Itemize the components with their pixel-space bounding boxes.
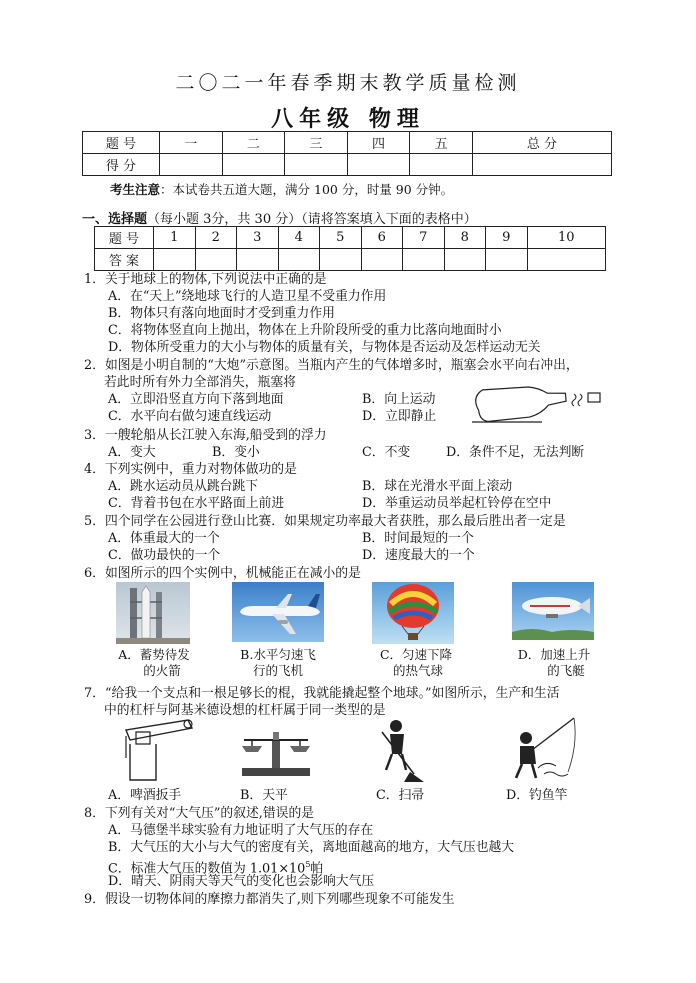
exam-title: 二〇二一年春季期末教学质量检测 xyxy=(175,72,521,94)
rocket-photo xyxy=(116,582,190,644)
answer-input-cell[interactable] xyxy=(361,249,403,271)
answer-cell: 3 xyxy=(237,227,279,249)
answer-table xyxy=(94,226,606,271)
score-input-cell[interactable] xyxy=(472,154,611,176)
score-input-cell[interactable] xyxy=(285,154,348,176)
answer-input-cell[interactable] xyxy=(237,249,279,271)
answer-cell: 题 号 xyxy=(95,227,154,249)
q6-caption-c-line1: C．匀速下降 xyxy=(379,647,453,662)
section1-detail: （每小题 3分，共 30 分）（请将答案填入下面的表格中） xyxy=(147,212,477,227)
q3-stem: 3．一艘轮船从长江驶入东海,船受到的浮力 xyxy=(84,428,327,443)
q6-stem: 6．如图所示的四个实例中，机械能正在减小的是 xyxy=(84,566,361,581)
exam-notice xyxy=(110,180,453,198)
answer-cell: 7 xyxy=(403,227,445,249)
score-cell: 总 分 xyxy=(472,132,611,154)
bottle-opener-figure xyxy=(116,718,196,782)
section1-heading xyxy=(82,208,477,227)
q4-stem: 4．下列实例中，重力对物体做功的是 xyxy=(84,462,297,477)
score-cell: 五 xyxy=(410,132,473,154)
answer-input-cell[interactable] xyxy=(278,249,320,271)
q2-option-d: D．立即静止 xyxy=(362,409,437,424)
q8-option-a: A．马德堡半球实验有力地证明了大气压的存在 xyxy=(108,823,374,838)
q6-caption-d-line2: 的飞艇 xyxy=(547,663,585,678)
q6-caption-a-line1: A．蓄势待发 xyxy=(118,647,190,662)
q6-caption-d-line1: D．加速上升 xyxy=(517,647,591,662)
bottle-cannon-figure xyxy=(470,376,610,426)
q3-option-c: C．不变 xyxy=(362,445,411,460)
q1-option-b: B．物体只有落向地面时才受到重力作用 xyxy=(108,306,335,321)
q3-option-b: B．变小 xyxy=(212,445,260,460)
answer-input-cell[interactable] xyxy=(403,249,445,271)
answer-cell: 9 xyxy=(486,227,528,249)
fishing-rod-figure xyxy=(508,714,580,782)
q5-stem: 5．四个同学在公园进行登山比赛．如果规定功率最大者获胜，那么最后胜出者一定是 xyxy=(84,514,566,529)
answer-input-cell[interactable] xyxy=(527,249,606,271)
q8-stem: 8．下列有关对“大气压”的叙述,错误的是 xyxy=(84,806,315,821)
score-cell: 四 xyxy=(347,132,410,154)
answer-cell: 答 案 xyxy=(95,249,154,271)
q1-option-d: D．物体所受重力的大小与物体的质量有关，与物体是否运动及怎样运动无关 xyxy=(108,340,541,355)
answer-input-cell[interactable] xyxy=(154,249,196,271)
q7-option-b: B．天平 xyxy=(240,788,288,803)
answer-input-cell[interactable] xyxy=(195,249,237,271)
score-input-cell[interactable] xyxy=(160,154,223,176)
exam-subtitle: 八年级 物理 xyxy=(271,106,425,132)
answer-input-cell[interactable] xyxy=(486,249,528,271)
q2-option-a: A．立即沿竖直方向下落到地面 xyxy=(108,392,284,407)
q3-option-d: D．条件不足，无法判断 xyxy=(446,445,585,460)
notice-text: ：本试卷共五道大题，满分 100 分，时量 90 分钟。 xyxy=(160,182,454,197)
q6-caption-c-line2: 的热气球 xyxy=(392,663,443,678)
answer-cell: 10 xyxy=(527,227,606,249)
q5-option-a: A．体重最大的一个 xyxy=(108,531,220,546)
q8-option-b: B．大气压的大小与大气的密度有关，离地面越高的地方，大气压也越大 xyxy=(108,840,515,855)
q4-option-d: D．举重运动员举起杠铃停在空中 xyxy=(362,496,552,511)
answer-cell: 8 xyxy=(444,227,486,249)
q7-option-a: A．啤酒扳手 xyxy=(108,788,182,803)
section1-title: 一、选择题 xyxy=(82,212,148,227)
q5-option-b: B．时间最短的一个 xyxy=(362,531,474,546)
q8-option-c-text: C．标准大气压的数值为 1.01×10 xyxy=(108,861,306,877)
score-cell: 二 xyxy=(222,132,285,154)
airship-photo xyxy=(512,582,594,640)
q2-option-c: C．水平向右做匀速直线运动 xyxy=(108,409,272,424)
answer-table-header-row xyxy=(95,227,606,249)
q8-option-c-unit: 帕 xyxy=(310,861,324,877)
answer-cell: 1 xyxy=(154,227,196,249)
q1-option-a: A．在“天上”绕地球飞行的人造卫星不受重力作用 xyxy=(108,289,387,304)
q3-option-a: A．变大 xyxy=(108,445,156,460)
answer-input-cell[interactable] xyxy=(444,249,486,271)
score-cell: 得 分 xyxy=(83,154,160,176)
q2-stem-line2: 若此时所有外力全部消失，瓶塞将 xyxy=(104,375,296,390)
q8-option-c-exponent: 5 xyxy=(305,860,311,869)
hot-air-balloon-photo xyxy=(372,582,454,644)
q4-option-c: C．背着书包在水平路面上前进 xyxy=(108,496,285,511)
q7-option-c: C．扫帚 xyxy=(376,788,425,803)
q5-option-c: C．做功最快的一个 xyxy=(108,548,221,563)
broom-figure xyxy=(374,718,428,784)
notice-label: 考生注意 xyxy=(110,182,161,197)
score-table-score-row xyxy=(83,154,612,176)
answer-input-cell[interactable] xyxy=(320,249,362,271)
score-cell: 三 xyxy=(285,132,348,154)
score-input-cell[interactable] xyxy=(222,154,285,176)
q4-option-a: A．跳水运动员从跳台跳下 xyxy=(108,479,259,494)
answer-cell: 4 xyxy=(278,227,320,249)
answer-table-answer-row xyxy=(95,249,606,271)
answer-cell: 5 xyxy=(320,227,362,249)
score-input-cell[interactable] xyxy=(410,154,473,176)
q9-stem: 9．假设一切物体间的摩擦力都消失了,则下列哪些现象不可能发生 xyxy=(84,892,455,907)
score-input-cell[interactable] xyxy=(347,154,410,176)
q7-stem-line1: 7．“给我一个支点和一根足够长的棍，我就能撬起整个地球。”如图所示，生产和生活 xyxy=(84,686,560,701)
q2-option-b: B．向上运动 xyxy=(362,392,436,407)
q4-option-b: B．球在光滑水平面上滚动 xyxy=(362,479,513,494)
answer-cell: 6 xyxy=(361,227,403,249)
q1-option-c: C．将物体竖直向上抛出，物体在上升阶段所受的重力比落向地面时小 xyxy=(108,323,502,338)
q6-caption-b-line2: 行的飞机 xyxy=(252,663,303,678)
q8-option-d: D．晴天、阴雨天等天气的变化也会影响大气压 xyxy=(108,874,375,889)
answer-cell: 2 xyxy=(195,227,237,249)
score-table-header-row xyxy=(83,132,612,154)
q6-caption-a-line2: 的火箭 xyxy=(143,663,181,678)
score-table xyxy=(82,131,612,176)
score-cell: 题 号 xyxy=(83,132,160,154)
airplane-photo xyxy=(232,582,324,642)
score-cell: 一 xyxy=(160,132,223,154)
q7-option-d: D．钓鱼竿 xyxy=(506,788,568,803)
balance-scale-figure xyxy=(238,728,314,778)
q7-stem-line2: 中的杠杆与阿基米德设想的杠杆属于同一类型的是 xyxy=(104,703,386,718)
q1-stem: 1．关于地球上的物体,下列说法中正确的是 xyxy=(84,272,327,287)
q2-stem-line1: 2．如图是小明自制的“大炮”示意图。当瓶内产生的气体增多时，瓶塞会水平向右冲出， xyxy=(84,358,579,373)
q5-option-d: D．速度最大的一个 xyxy=(362,548,475,563)
q6-caption-b-line1: B.水平匀速飞 xyxy=(240,647,316,662)
